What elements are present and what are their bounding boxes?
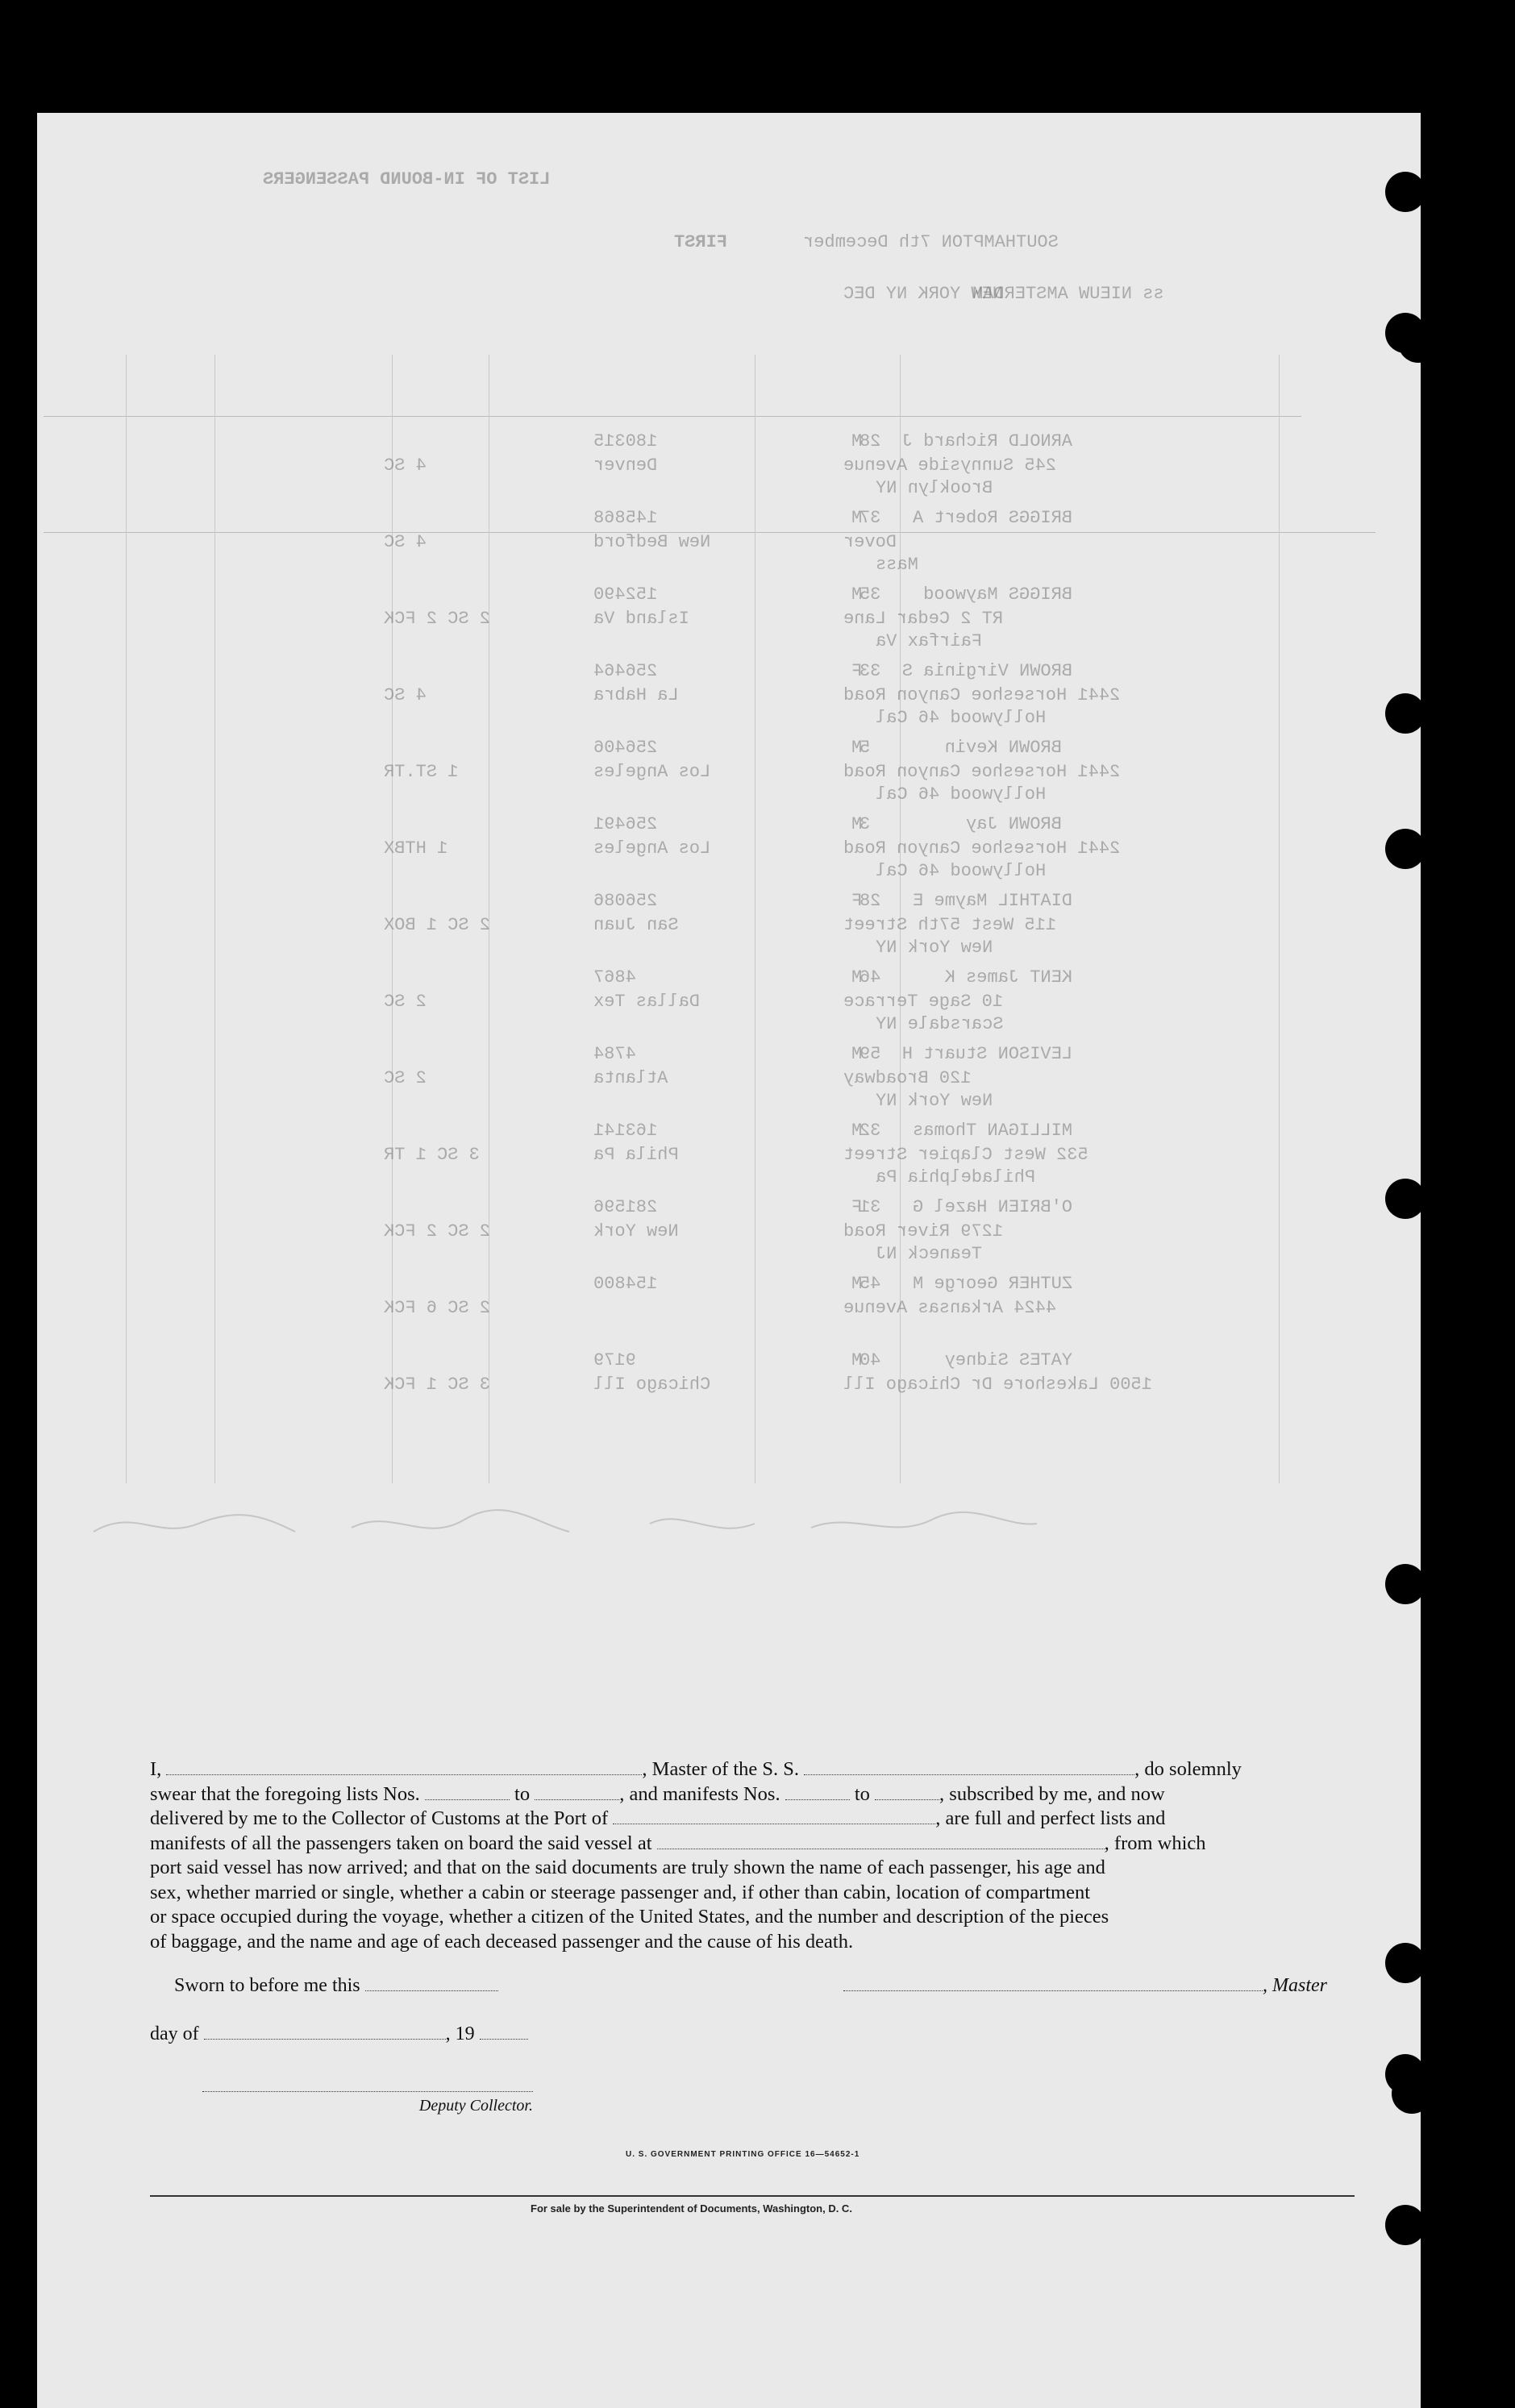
ghost-baggage-7: 2 SC bbox=[384, 992, 427, 1012]
ghost-vessel: ss NIEUW AMSTERDAM bbox=[972, 284, 1164, 304]
ghost-sex-9: M bbox=[851, 1121, 863, 1141]
ghost-number-3: 256464 bbox=[593, 661, 658, 681]
faint-signature-scribble bbox=[85, 1499, 1343, 1548]
punch-hole bbox=[1385, 2205, 1426, 2245]
ghost-address-0: 245 Sunnyside Avenue bbox=[843, 455, 1057, 476]
ghost-address-5: 2441 Horseshoe Canyon Road bbox=[843, 838, 1121, 859]
ghost-port-9: Phila Pa bbox=[593, 1145, 679, 1165]
oath-line-4 bbox=[150, 1832, 1356, 1857]
ghost-number-0: 180315 bbox=[593, 431, 658, 451]
vessel-name-blank bbox=[804, 1760, 1134, 1775]
ghost-name-8: LEVISON Stuart H 59 bbox=[859, 1044, 1073, 1064]
ghost-name-0: ARNOLD Richard J 28 bbox=[859, 431, 1073, 451]
ghost-sex-4: M bbox=[851, 738, 863, 758]
punch-hole bbox=[1385, 829, 1426, 869]
punch-hole bbox=[1398, 322, 1438, 363]
ghost-baggage-11: 2 SC 6 FCK bbox=[384, 1298, 491, 1318]
ghost-title: LIST OF IN-BOUND PASSENGERS bbox=[263, 169, 551, 189]
master-signature-line bbox=[843, 1975, 1327, 1997]
ghost-sex-11: M bbox=[851, 1274, 863, 1294]
gpo-imprint: U. S. GOVERNMENT PRINTING OFFICE 16—54652-1 bbox=[626, 2150, 860, 2159]
year-text: , 19 bbox=[445, 2023, 475, 2044]
ghost-baggage-6: 2 SC 1 BOX bbox=[384, 915, 491, 935]
ghost-number-8: 4784 bbox=[593, 1044, 636, 1064]
punch-hole bbox=[1385, 1179, 1426, 1219]
ghost-city-1: Mass bbox=[876, 555, 918, 575]
ghost-city-2: Fairfax Va bbox=[876, 631, 983, 651]
oath-text: to bbox=[514, 1782, 531, 1805]
ghost-address-11: 4424 Arkansas Avenue bbox=[843, 1298, 1057, 1318]
oath-line-6: sex, whether married or single, whether a cabin or steerage passenger and, if other than cabin, location of compartment bbox=[150, 1881, 1091, 1903]
departure-port-blank bbox=[657, 1834, 1105, 1849]
ghost-name-6: DIATHIL Mayme E 28 bbox=[859, 891, 1073, 911]
ghost-number-12: 9179 bbox=[593, 1350, 636, 1370]
ghost-address-4: 2441 Horseshoe Canyon Road bbox=[843, 762, 1121, 782]
day-of-blank bbox=[204, 2024, 446, 2040]
ghost-number-1: 145868 bbox=[593, 508, 658, 528]
ghost-city-3: Hollywood 46 Cal bbox=[876, 708, 1047, 728]
deputy-collector-block bbox=[202, 2077, 533, 2115]
oath-line-8: of baggage, and the name and age of each deceased passenger and the cause of his death. bbox=[150, 1930, 854, 1953]
ghost-sex-7: M bbox=[851, 967, 863, 988]
oath-text: , and manifests Nos. bbox=[619, 1782, 780, 1805]
sale-notice: For sale by the Superintendent of Documents, Washington, D. C. bbox=[531, 2202, 852, 2215]
footer-rule bbox=[150, 2195, 1355, 2197]
ghost-baggage-4: 1 ST.TR bbox=[384, 762, 459, 782]
ghost-name-9: MILLIGAN Thomas 32 bbox=[859, 1121, 1073, 1141]
ghost-address-8: 120 Broadway bbox=[843, 1068, 972, 1088]
list-to-blank bbox=[535, 1785, 619, 1800]
sworn-to-label bbox=[174, 1975, 498, 1997]
ghost-name-10: O'BRIEN Hazel G 31 bbox=[859, 1197, 1073, 1217]
ghost-number-5: 256491 bbox=[593, 814, 658, 834]
manifest-to-blank bbox=[875, 1785, 939, 1800]
ghost-address-10: 1279 River Road bbox=[843, 1221, 1004, 1241]
ghost-sex-3: F bbox=[851, 661, 863, 681]
ghost-route: SOUTHAMPTON 7th December bbox=[803, 232, 1059, 252]
ghost-address-7: 10 Sage Terrace bbox=[843, 992, 1004, 1012]
punch-hole bbox=[1385, 1943, 1426, 1983]
ghost-column-rule bbox=[1279, 355, 1280, 1483]
ghost-name-7: KENT James K 46 bbox=[859, 967, 1073, 988]
ghost-baggage-2: 2 SC 2 FCK bbox=[384, 609, 491, 629]
ghost-city-5: Hollywood 46 Cal bbox=[876, 861, 1047, 881]
ghost-number-6: 256086 bbox=[593, 891, 658, 911]
master-signature-blank bbox=[843, 1976, 1263, 1991]
ghost-city-7: Scarsdale NY bbox=[876, 1014, 1004, 1034]
ghost-city-9: Philadelphia Pa bbox=[876, 1167, 1036, 1187]
oath-paragraph bbox=[150, 1757, 1356, 1954]
punch-hole bbox=[1385, 172, 1426, 212]
ghost-port-5: Los Angeles bbox=[593, 838, 711, 859]
ghost-baggage-0: 4 SC bbox=[384, 455, 427, 476]
ghost-sex-2: M bbox=[851, 584, 863, 605]
punch-hole bbox=[1392, 2073, 1432, 2114]
ghost-rule bbox=[44, 416, 1301, 417]
ghost-class: FIRST bbox=[674, 232, 728, 252]
ghost-column-rule bbox=[126, 355, 127, 1483]
oath-line-2 bbox=[150, 1782, 1356, 1807]
oath-text: manifests of all the passengers taken on board the said vessel at bbox=[150, 1832, 652, 1854]
ghost-sex-0: M bbox=[851, 431, 863, 451]
ghost-number-2: 152490 bbox=[593, 584, 658, 605]
oath-text: , do solemnly bbox=[1134, 1758, 1242, 1780]
ghost-address-9: 532 West Clapier Street bbox=[843, 1145, 1088, 1165]
ghost-baggage-12: 3 SC 1 FCK bbox=[384, 1375, 491, 1395]
ghost-port-2: Island Va bbox=[593, 609, 689, 629]
oath-text: , are full and perfect lists and bbox=[935, 1807, 1166, 1829]
manifest-page bbox=[37, 113, 1421, 2408]
oath-line-7: or space occupied during the voyage, whether a citizen of the United States, and the number and description of the pieces bbox=[150, 1906, 1109, 1928]
oath-text: , subscribed by me, and now bbox=[939, 1782, 1165, 1805]
ghost-city-10: Teaneck NJ bbox=[876, 1244, 983, 1264]
ghost-port-6: San Juan bbox=[593, 915, 679, 935]
day-of-text: day of bbox=[150, 2023, 199, 2044]
ghost-port-0: Denver bbox=[593, 455, 658, 476]
oath-text: delivered by me to the Collector of Customs at the Port of bbox=[150, 1807, 609, 1829]
ghost-port-8: Atlanta bbox=[593, 1068, 668, 1088]
punch-hole bbox=[1385, 693, 1426, 734]
ghost-number-7: 4867 bbox=[593, 967, 636, 988]
ghost-city-4: Hollywood 46 Cal bbox=[876, 784, 1047, 805]
ghost-port-4: Los Angeles bbox=[593, 762, 711, 782]
oath-line-1 bbox=[150, 1757, 1356, 1782]
ghost-name-12: YATES Sidney 40 bbox=[859, 1350, 1073, 1370]
ghost-sex-6: F bbox=[851, 891, 863, 911]
oath-text: swear that the foregoing lists Nos. bbox=[150, 1782, 420, 1805]
oath-line-5: port said vessel has now arrived; and that on the said documents are truly shown the name of each passenger, his age and bbox=[150, 1857, 1105, 1878]
list-from-blank bbox=[425, 1785, 510, 1800]
ghost-port-3: La Habra bbox=[593, 685, 679, 705]
ghost-sex-12: M bbox=[851, 1350, 863, 1370]
ghost-name-11: ZUTHER George M 45 bbox=[859, 1274, 1073, 1294]
ghost-city-0: Brooklyn NY bbox=[876, 478, 993, 498]
ghost-address-6: 115 West 57th Street bbox=[843, 915, 1057, 935]
ghost-sex-1: M bbox=[851, 508, 863, 528]
ghost-column-rule bbox=[214, 355, 215, 1483]
deputy-signature-blank bbox=[202, 2077, 533, 2092]
oath-text: , Master of the S. S. bbox=[642, 1758, 800, 1780]
ghost-city-8: New York NY bbox=[876, 1091, 993, 1111]
ghost-number-10: 281596 bbox=[593, 1197, 658, 1217]
ghost-port-7: Dallas Tex bbox=[593, 992, 701, 1012]
ghost-name-2: BRIGGS Maywood 35 bbox=[859, 584, 1073, 605]
ghost-baggage-9: 3 SC 1 TR bbox=[384, 1145, 480, 1165]
ghost-baggage-10: 2 SC 2 FCK bbox=[384, 1221, 491, 1241]
ghost-number-4: 256406 bbox=[593, 738, 658, 758]
oath-line-3 bbox=[150, 1807, 1356, 1832]
oath-text: , from which bbox=[1104, 1832, 1206, 1854]
ghost-city-6: New York NY bbox=[876, 938, 993, 958]
ghost-number-11: 154800 bbox=[593, 1274, 658, 1294]
ghost-number-9: 163141 bbox=[593, 1121, 658, 1141]
master-name-blank bbox=[166, 1760, 642, 1775]
ghost-address-1: Dover bbox=[843, 532, 897, 552]
ghost-name-1: BRIGGS Robert A 37 bbox=[859, 508, 1073, 528]
ghost-name-5: BROWN Jay 3 bbox=[859, 814, 1062, 834]
punch-hole bbox=[1385, 1564, 1426, 1604]
ghost-sex-8: M bbox=[851, 1044, 863, 1064]
ghost-address-2: RT 2 Cedar Lane bbox=[843, 609, 1004, 629]
ghost-baggage-3: 4 SC bbox=[384, 685, 427, 705]
ghost-arrival: NEW YORK NY DEC bbox=[843, 284, 1004, 304]
ghost-sex-5: M bbox=[851, 814, 863, 834]
ghost-port-1: New Bedford bbox=[593, 532, 711, 552]
master-label: , Master bbox=[1263, 1975, 1327, 1996]
ghost-baggage-5: 1 HTBX bbox=[384, 838, 448, 859]
ghost-address-12: 1500 Lakeshore Dr Chicago Ill bbox=[843, 1375, 1152, 1395]
deputy-collector-label: Deputy Collector. bbox=[418, 2097, 533, 2115]
oath-text: to bbox=[854, 1782, 870, 1805]
ghost-baggage-8: 2 SC bbox=[384, 1068, 427, 1088]
year-blank bbox=[480, 2024, 528, 2040]
oath-text: I, bbox=[150, 1758, 162, 1780]
ghost-port-10: New York bbox=[593, 1221, 679, 1241]
ghost-sex-10: F bbox=[851, 1197, 863, 1217]
ghost-baggage-1: 4 SC bbox=[384, 532, 427, 552]
ghost-port-12: Chicago Ill bbox=[593, 1375, 711, 1395]
ghost-address-3: 2441 Horseshoe Canyon Road bbox=[843, 685, 1121, 705]
ghost-name-4: BROWN Kevin 5 bbox=[859, 738, 1062, 758]
day-of-line bbox=[150, 2023, 528, 2045]
sworn-date-blank bbox=[365, 1976, 498, 1991]
ghost-name-3: BROWN Virginia S 33 bbox=[859, 661, 1073, 681]
manifest-from-blank bbox=[785, 1785, 850, 1800]
sworn-text: Sworn to before me this bbox=[174, 1975, 360, 1996]
port-blank bbox=[613, 1809, 935, 1824]
